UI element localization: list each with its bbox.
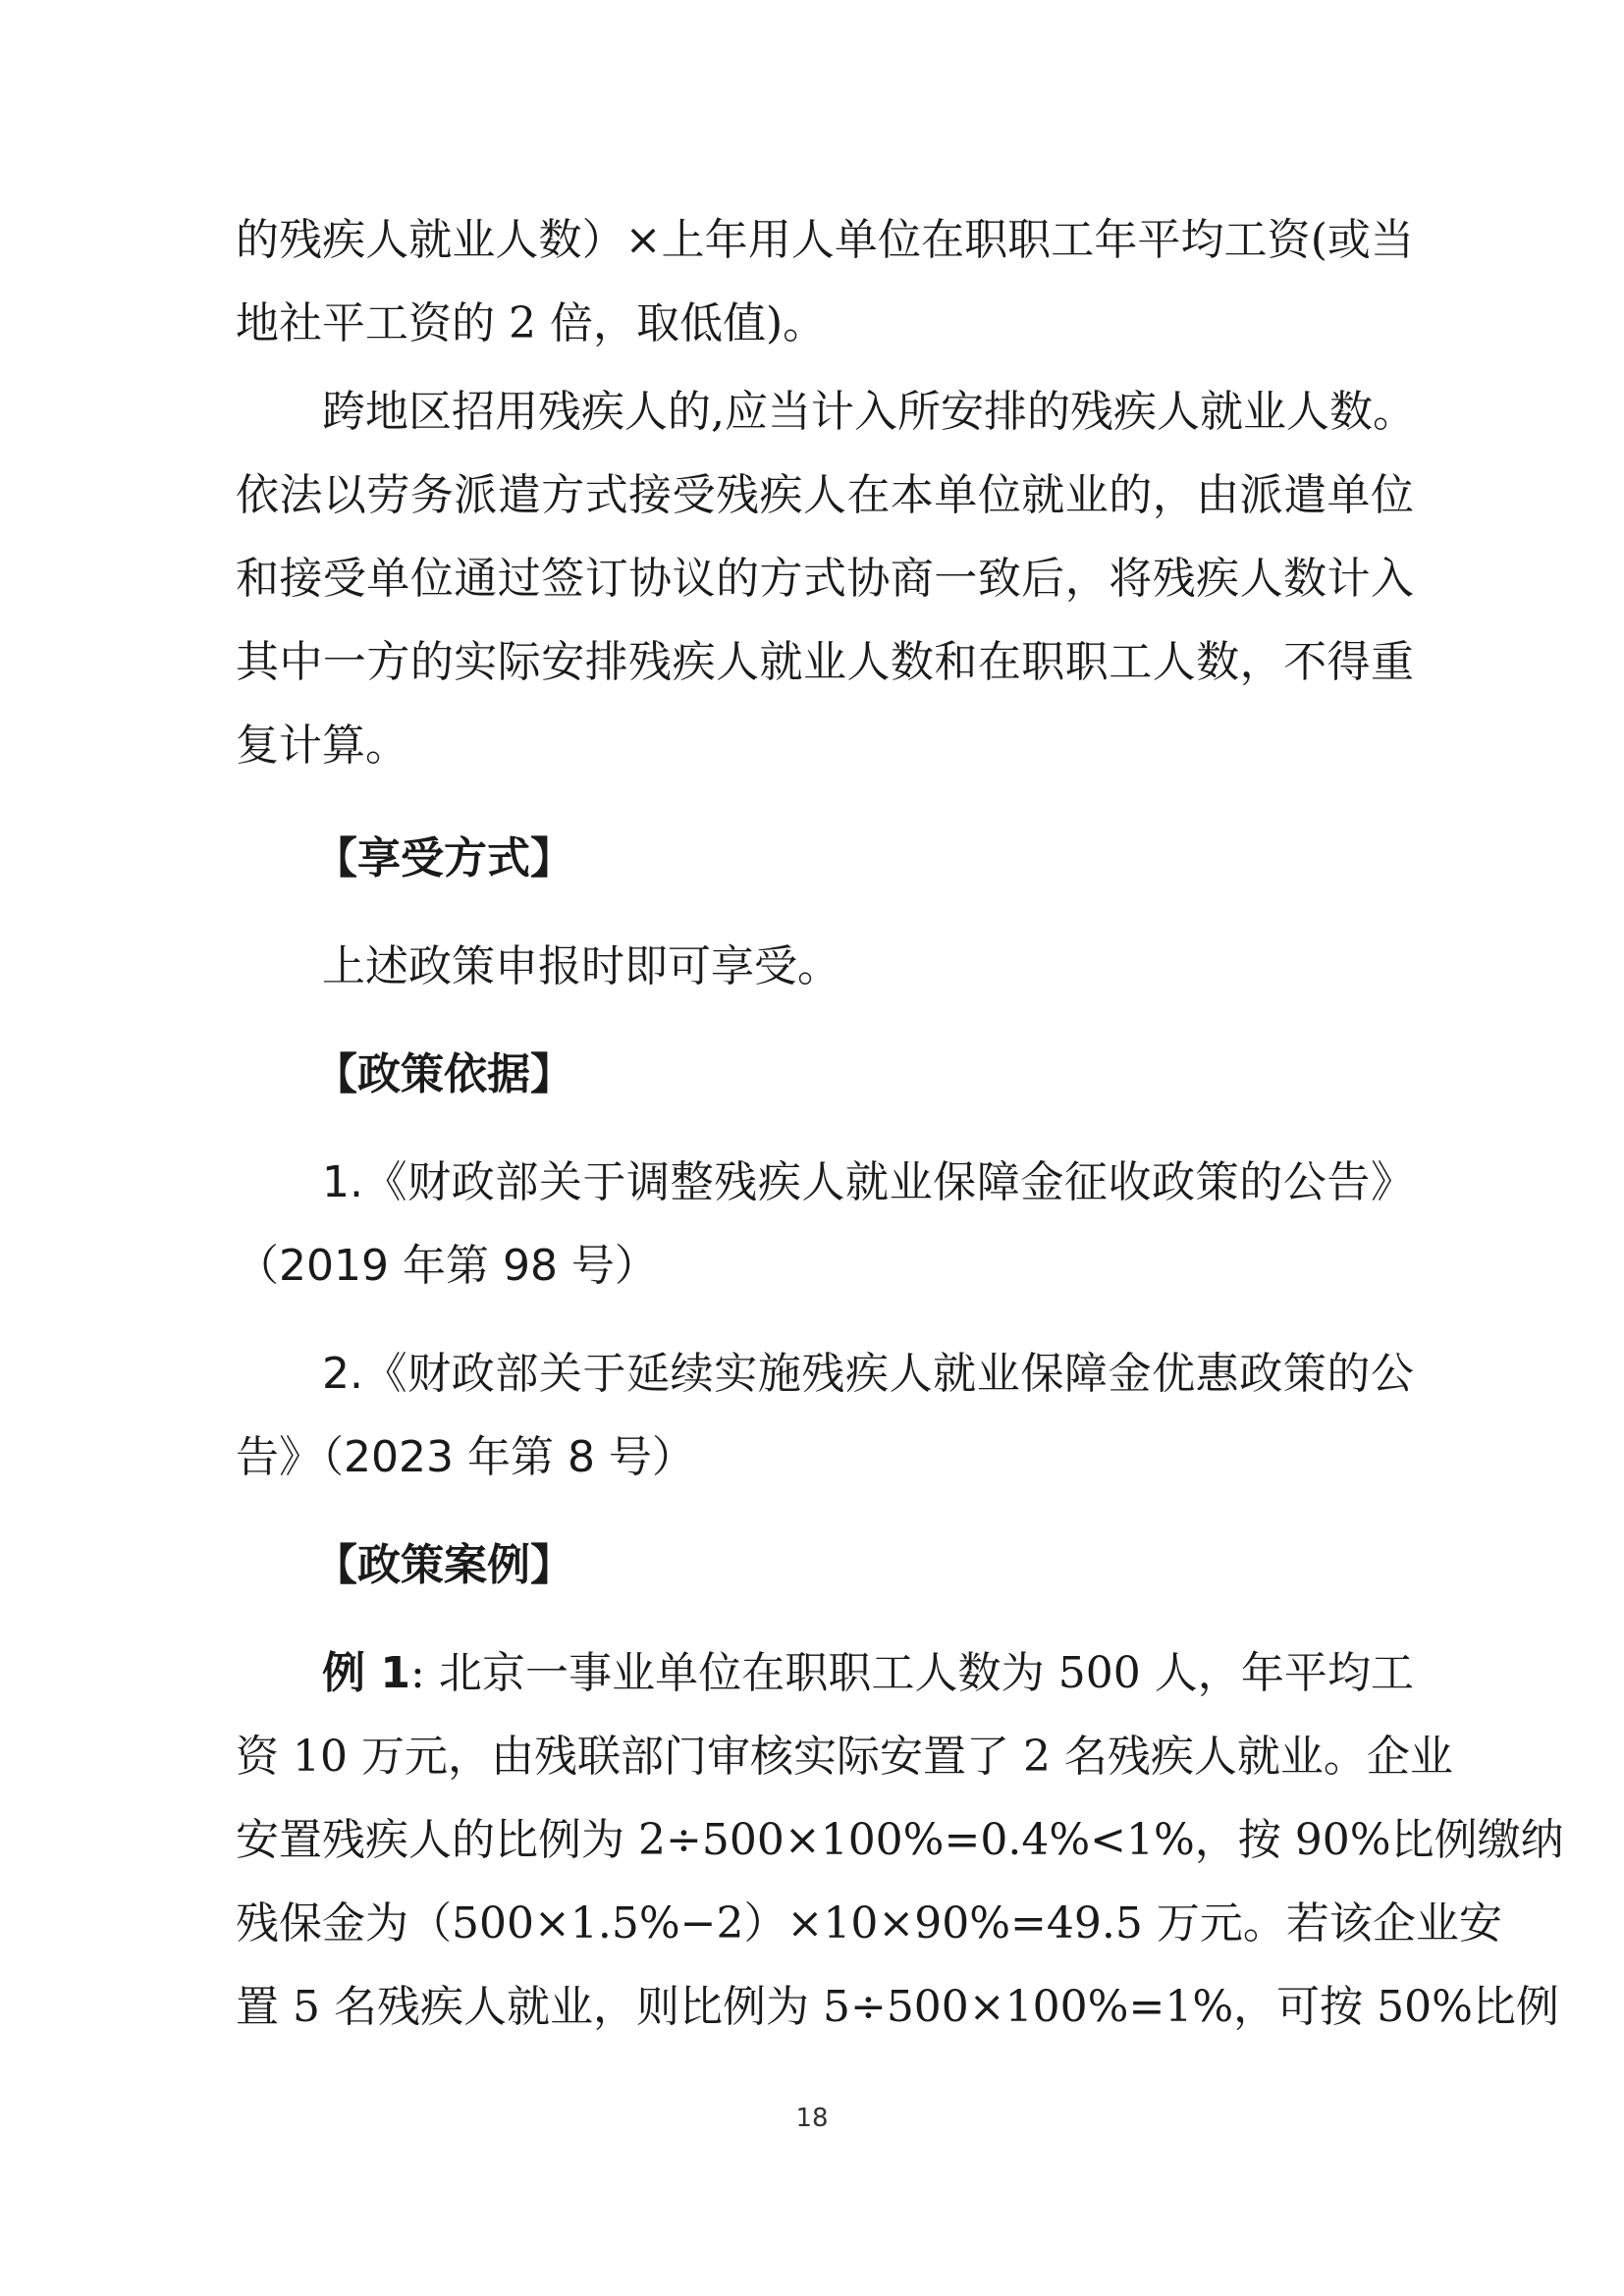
section-heading-enjoy-method: 【享受方式】 (314, 833, 573, 883)
example-label: 例 1 (322, 1648, 411, 1698)
section-heading-policy-basis: 【政策依据】 (314, 1049, 573, 1099)
policy-reference-item: 1.《财政部关于调整残疾人就业保障金征收政策的公告》 (322, 1157, 1414, 1207)
case-line: 资 10 万元，由残联部门审核实际安置了 2 名残疾人就业。企业 (236, 1732, 1453, 1782)
paragraph-line: 的残疾人就业人数）×上年用人单位在职职工年平均工资(或当 (236, 215, 1414, 265)
paragraph-line: 跨地区招用残疾人的,应当计入所安排的残疾人就业人数。 (322, 387, 1416, 437)
page-number: 18 (795, 2104, 829, 2133)
case-line: 安置残疾人的比例为 2÷500×100%=0.4%<1%，按 90%比例缴纳 (236, 1815, 1564, 1865)
policy-reference-number: （2019 年第 98 号） (236, 1241, 658, 1291)
policy-reference-item: 2.《财政部关于延续实施残疾人就业保障金优惠政策的公 (322, 1349, 1414, 1399)
paragraph-line: 上述政策申报时即可享受。 (322, 941, 840, 991)
paragraph-line: 和接受单位通过签订协议的方式协商一致后，将残疾人数计入 (236, 554, 1414, 604)
paragraph-line: 其中一方的实际安排残疾人就业人数和在职职工人数，不得重 (236, 637, 1414, 687)
policy-reference-number: 告》（2023 年第 8 号） (236, 1432, 695, 1482)
paragraph-line: 复计算。 (236, 721, 408, 771)
case-line: 残保金为（500×1.5%−2）×10×90%=49.5 万元。若该企业安 (236, 1898, 1502, 1949)
case-line (322, 1644, 1414, 1703)
case-line: 置 5 名残疾人就业，则比例为 5÷500×100%=1%，可按 50%比例 (236, 1982, 1559, 2032)
case-line-text: : 北京一事业单位在职职工人数为 500 人，年平均工 (410, 1648, 1414, 1698)
paragraph-line: 依法以劳务派遣方式接受残疾人在本单位就业的，由派遣单位 (236, 470, 1414, 520)
paragraph-line: 地社平工资的 2 倍，取低值)。 (236, 298, 827, 348)
section-heading-policy-case: 【政策案例】 (314, 1540, 573, 1590)
